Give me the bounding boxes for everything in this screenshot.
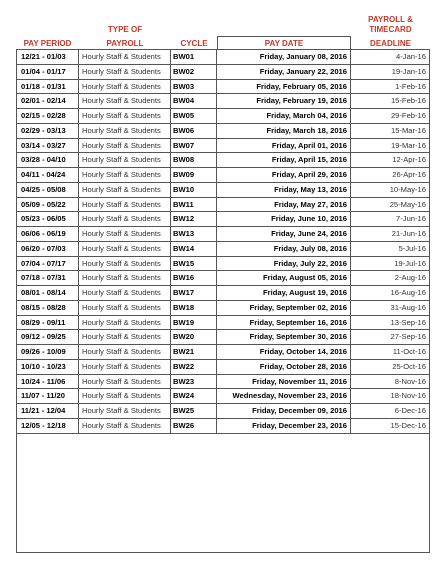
pay-period-cell: 05/23 - 06/05 bbox=[16, 212, 79, 226]
payroll-type-cell: Hourly Staff & Students bbox=[79, 50, 171, 64]
table-row bbox=[16, 301, 430, 316]
table-row bbox=[16, 404, 430, 419]
table-row bbox=[16, 316, 430, 331]
table-row bbox=[16, 360, 430, 375]
cycle-cell: BW23 bbox=[171, 375, 217, 389]
payroll-type-cell: Hourly Staff & Students bbox=[79, 80, 171, 94]
payroll-type-cell: Hourly Staff & Students bbox=[79, 360, 171, 374]
pay-date-cell: Friday, April 01, 2016 bbox=[217, 139, 351, 153]
pay-date-cell: Friday, November 11, 2016 bbox=[217, 375, 351, 389]
cycle-cell: BW02 bbox=[171, 65, 217, 79]
table-row bbox=[16, 109, 430, 124]
payroll-type-cell: Hourly Staff & Students bbox=[79, 330, 171, 344]
pay-period-cell: 10/10 - 10/23 bbox=[16, 360, 79, 374]
table-row bbox=[16, 286, 430, 301]
deadline-cell: 10-May-16 bbox=[351, 183, 430, 197]
deadline-cell: 13-Sep-16 bbox=[351, 316, 430, 330]
pay-period-cell: 09/12 - 09/25 bbox=[16, 330, 79, 344]
payroll-type-cell: Hourly Staff & Students bbox=[79, 212, 171, 226]
cycle-cell: BW25 bbox=[171, 404, 217, 418]
pay-period-cell: 07/04 - 07/17 bbox=[16, 257, 79, 271]
pay-date-cell: Friday, October 14, 2016 bbox=[217, 345, 351, 359]
deadline-cell: 5-Jul-16 bbox=[351, 242, 430, 256]
deadline-cell: 1-Feb-16 bbox=[351, 80, 430, 94]
cycle-cell: BW09 bbox=[171, 168, 217, 182]
pay-date-cell: Friday, June 10, 2016 bbox=[217, 212, 351, 226]
table-row bbox=[16, 257, 430, 272]
cycle-cell: BW21 bbox=[171, 345, 217, 359]
pay-date-cell: Friday, June 24, 2016 bbox=[217, 227, 351, 241]
cycle-cell: BW01 bbox=[171, 50, 217, 64]
pay-date-cell: Friday, July 08, 2016 bbox=[217, 242, 351, 256]
pay-period-cell: 01/18 - 01/31 bbox=[16, 80, 79, 94]
deadline-cell: 6-Dec-16 bbox=[351, 404, 430, 418]
payroll-type-cell: Hourly Staff & Students bbox=[79, 419, 171, 433]
table-row bbox=[16, 271, 430, 286]
pay-date-cell: Friday, July 22, 2016 bbox=[217, 257, 351, 271]
table-row bbox=[16, 50, 430, 65]
pay-period-cell: 11/07 - 11/20 bbox=[16, 389, 79, 403]
cycle-cell: BW04 bbox=[171, 94, 217, 108]
pay-period-cell: 06/20 - 07/03 bbox=[16, 242, 79, 256]
table-row bbox=[16, 198, 430, 213]
header-type-line2: PAYROLL bbox=[106, 39, 144, 48]
table-row bbox=[16, 65, 430, 80]
deadline-cell: 27-Sep-16 bbox=[351, 330, 430, 344]
pay-period-cell: 10/24 - 11/06 bbox=[16, 375, 79, 389]
payroll-type-cell: Hourly Staff & Students bbox=[79, 94, 171, 108]
deadline-cell: 11-Oct-16 bbox=[351, 345, 430, 359]
cycle-cell: BW24 bbox=[171, 389, 217, 403]
cycle-cell: BW07 bbox=[171, 139, 217, 153]
pay-date-cell: Friday, September 30, 2016 bbox=[217, 330, 351, 344]
payroll-type-cell: Hourly Staff & Students bbox=[79, 65, 171, 79]
payroll-type-cell: Hourly Staff & Students bbox=[79, 286, 171, 300]
deadline-cell: 26-Apr-16 bbox=[351, 168, 430, 182]
pay-period-cell: 09/26 - 10/09 bbox=[16, 345, 79, 359]
cycle-cell: BW15 bbox=[171, 257, 217, 271]
payroll-type-cell: Hourly Staff & Students bbox=[79, 404, 171, 418]
payroll-type-cell: Hourly Staff & Students bbox=[79, 109, 171, 123]
pay-date-cell: Friday, August 05, 2016 bbox=[217, 271, 351, 285]
header-cycle bbox=[171, 14, 217, 50]
pay-period-cell: 01/04 - 01/17 bbox=[16, 65, 79, 79]
payroll-type-cell: Hourly Staff & Students bbox=[79, 183, 171, 197]
header-pay-period bbox=[16, 14, 79, 50]
payroll-type-cell: Hourly Staff & Students bbox=[79, 257, 171, 271]
header-cycle-label: CYCLE bbox=[180, 39, 208, 48]
table-row bbox=[16, 345, 430, 360]
deadline-cell: 8-Nov-16 bbox=[351, 375, 430, 389]
deadline-cell: 15-Feb-16 bbox=[351, 94, 430, 108]
pay-period-cell: 04/25 - 05/08 bbox=[16, 183, 79, 197]
table-row bbox=[16, 168, 430, 183]
header-pay-date-label: PAY DATE bbox=[264, 39, 304, 48]
pay-period-cell: 02/01 - 02/14 bbox=[16, 94, 79, 108]
deadline-cell: 2-Aug-16 bbox=[351, 271, 430, 285]
deadline-cell: 12-Apr-16 bbox=[351, 153, 430, 167]
pay-date-header-box bbox=[217, 36, 351, 50]
cycle-cell: BW06 bbox=[171, 124, 217, 138]
pay-date-cell: Friday, April 15, 2016 bbox=[217, 153, 351, 167]
cycle-cell: BW20 bbox=[171, 330, 217, 344]
header-deadline-line2: TIMECARD bbox=[369, 25, 412, 34]
table-row bbox=[16, 389, 430, 404]
pay-date-cell: Friday, September 16, 2016 bbox=[217, 316, 351, 330]
pay-period-cell: 02/29 - 03/13 bbox=[16, 124, 79, 138]
pay-period-cell: 02/15 - 02/28 bbox=[16, 109, 79, 123]
payroll-type-cell: Hourly Staff & Students bbox=[79, 168, 171, 182]
payroll-type-cell: Hourly Staff & Students bbox=[79, 139, 171, 153]
pay-date-cell: Friday, January 22, 2016 bbox=[217, 65, 351, 79]
cycle-cell: BW13 bbox=[171, 227, 217, 241]
deadline-cell: 19-Jan-16 bbox=[351, 65, 430, 79]
deadline-cell: 18-Nov-16 bbox=[351, 389, 430, 403]
pay-period-cell: 06/06 - 06/19 bbox=[16, 227, 79, 241]
payroll-type-cell: Hourly Staff & Students bbox=[79, 316, 171, 330]
table-row bbox=[16, 375, 430, 390]
pay-date-cell: Friday, September 02, 2016 bbox=[217, 301, 351, 315]
deadline-cell: 19-Jul-16 bbox=[351, 257, 430, 271]
table-header bbox=[16, 14, 430, 50]
cycle-cell: BW05 bbox=[171, 109, 217, 123]
table-row bbox=[16, 419, 430, 434]
deadline-cell: 25-May-16 bbox=[351, 198, 430, 212]
table-row bbox=[16, 94, 430, 109]
pay-period-cell: 11/21 - 12/04 bbox=[16, 404, 79, 418]
payroll-type-cell: Hourly Staff & Students bbox=[79, 345, 171, 359]
pay-date-cell: Friday, May 13, 2016 bbox=[217, 183, 351, 197]
cycle-cell: BW03 bbox=[171, 80, 217, 94]
pay-date-cell: Friday, March 04, 2016 bbox=[217, 109, 351, 123]
payroll-type-cell: Hourly Staff & Students bbox=[79, 301, 171, 315]
pay-date-cell: Friday, May 27, 2016 bbox=[217, 198, 351, 212]
table-row bbox=[16, 242, 430, 257]
deadline-cell: 29-Feb-16 bbox=[351, 109, 430, 123]
payroll-type-cell: Hourly Staff & Students bbox=[79, 375, 171, 389]
payroll-type-cell: Hourly Staff & Students bbox=[79, 271, 171, 285]
pay-date-cell: Friday, March 18, 2016 bbox=[217, 124, 351, 138]
cycle-cell: BW26 bbox=[171, 419, 217, 433]
pay-date-cell: Friday, December 23, 2016 bbox=[217, 419, 351, 433]
payroll-type-cell: Hourly Staff & Students bbox=[79, 389, 171, 403]
deadline-cell: 15-Dec-16 bbox=[351, 419, 430, 433]
table-row bbox=[16, 227, 430, 242]
header-deadline-line1: PAYROLL & bbox=[368, 15, 413, 24]
cycle-cell: BW08 bbox=[171, 153, 217, 167]
pay-period-cell: 07/18 - 07/31 bbox=[16, 271, 79, 285]
table-row bbox=[16, 183, 430, 198]
pay-date-cell: Friday, August 19, 2016 bbox=[217, 286, 351, 300]
pay-period-cell: 08/29 - 09/11 bbox=[16, 316, 79, 330]
cycle-cell: BW18 bbox=[171, 301, 217, 315]
pay-date-cell: Wednesday, November 23, 2016 bbox=[217, 389, 351, 403]
schedule-table-body bbox=[16, 50, 430, 434]
pay-date-cell: Friday, February 05, 2016 bbox=[217, 80, 351, 94]
table-row bbox=[16, 153, 430, 168]
payroll-type-cell: Hourly Staff & Students bbox=[79, 227, 171, 241]
header-pay-period-label: PAY PERIOD bbox=[23, 39, 72, 48]
pay-date-cell: Friday, April 29, 2016 bbox=[217, 168, 351, 182]
table-row bbox=[16, 80, 430, 95]
table-row bbox=[16, 330, 430, 345]
cycle-cell: BW12 bbox=[171, 212, 217, 226]
pay-period-cell: 12/21 - 01/03 bbox=[16, 50, 79, 64]
deadline-cell: 7-Jun-16 bbox=[351, 212, 430, 226]
cycle-cell: BW16 bbox=[171, 271, 217, 285]
payroll-type-cell: Hourly Staff & Students bbox=[79, 124, 171, 138]
deadline-cell: 4-Jan-16 bbox=[351, 50, 430, 64]
table-row bbox=[16, 212, 430, 227]
cycle-cell: BW19 bbox=[171, 316, 217, 330]
cycle-cell: BW17 bbox=[171, 286, 217, 300]
pay-period-cell: 08/01 - 08/14 bbox=[16, 286, 79, 300]
payroll-type-cell: Hourly Staff & Students bbox=[79, 198, 171, 212]
pay-period-cell: 12/05 - 12/18 bbox=[16, 419, 79, 433]
pay-period-cell: 08/15 - 08/28 bbox=[16, 301, 79, 315]
pay-period-cell: 05/09 - 05/22 bbox=[16, 198, 79, 212]
cycle-cell: BW22 bbox=[171, 360, 217, 374]
pay-date-cell: Friday, October 28, 2016 bbox=[217, 360, 351, 374]
deadline-cell: 19-Mar-16 bbox=[351, 139, 430, 153]
deadline-cell: 25-Oct-16 bbox=[351, 360, 430, 374]
table-row bbox=[16, 139, 430, 154]
pay-date-cell: Friday, December 09, 2016 bbox=[217, 404, 351, 418]
header-deadline bbox=[351, 14, 430, 50]
table-row bbox=[16, 124, 430, 139]
payroll-type-cell: Hourly Staff & Students bbox=[79, 242, 171, 256]
header-type-of-payroll bbox=[79, 14, 171, 50]
pay-period-cell: 03/28 - 04/10 bbox=[16, 153, 79, 167]
cycle-cell: BW14 bbox=[171, 242, 217, 256]
deadline-cell: 21-Jun-16 bbox=[351, 227, 430, 241]
pay-period-cell: 04/11 - 04/24 bbox=[16, 168, 79, 182]
payroll-type-cell: Hourly Staff & Students bbox=[79, 153, 171, 167]
header-type-line1: TYPE OF bbox=[107, 25, 143, 34]
pay-date-cell: Friday, January 08, 2016 bbox=[217, 50, 351, 64]
cycle-cell: BW10 bbox=[171, 183, 217, 197]
blank-area bbox=[16, 434, 430, 553]
header-deadline-line3: DEADLINE bbox=[370, 39, 411, 48]
cycle-cell: BW11 bbox=[171, 198, 217, 212]
pay-period-cell: 03/14 - 03/27 bbox=[16, 139, 79, 153]
deadline-cell: 15-Mar-16 bbox=[351, 124, 430, 138]
payroll-schedule-sheet bbox=[16, 14, 430, 430]
deadline-cell: 31-Aug-16 bbox=[351, 301, 430, 315]
deadline-cell: 16-Aug-16 bbox=[351, 286, 430, 300]
pay-date-cell: Friday, February 19, 2016 bbox=[217, 94, 351, 108]
